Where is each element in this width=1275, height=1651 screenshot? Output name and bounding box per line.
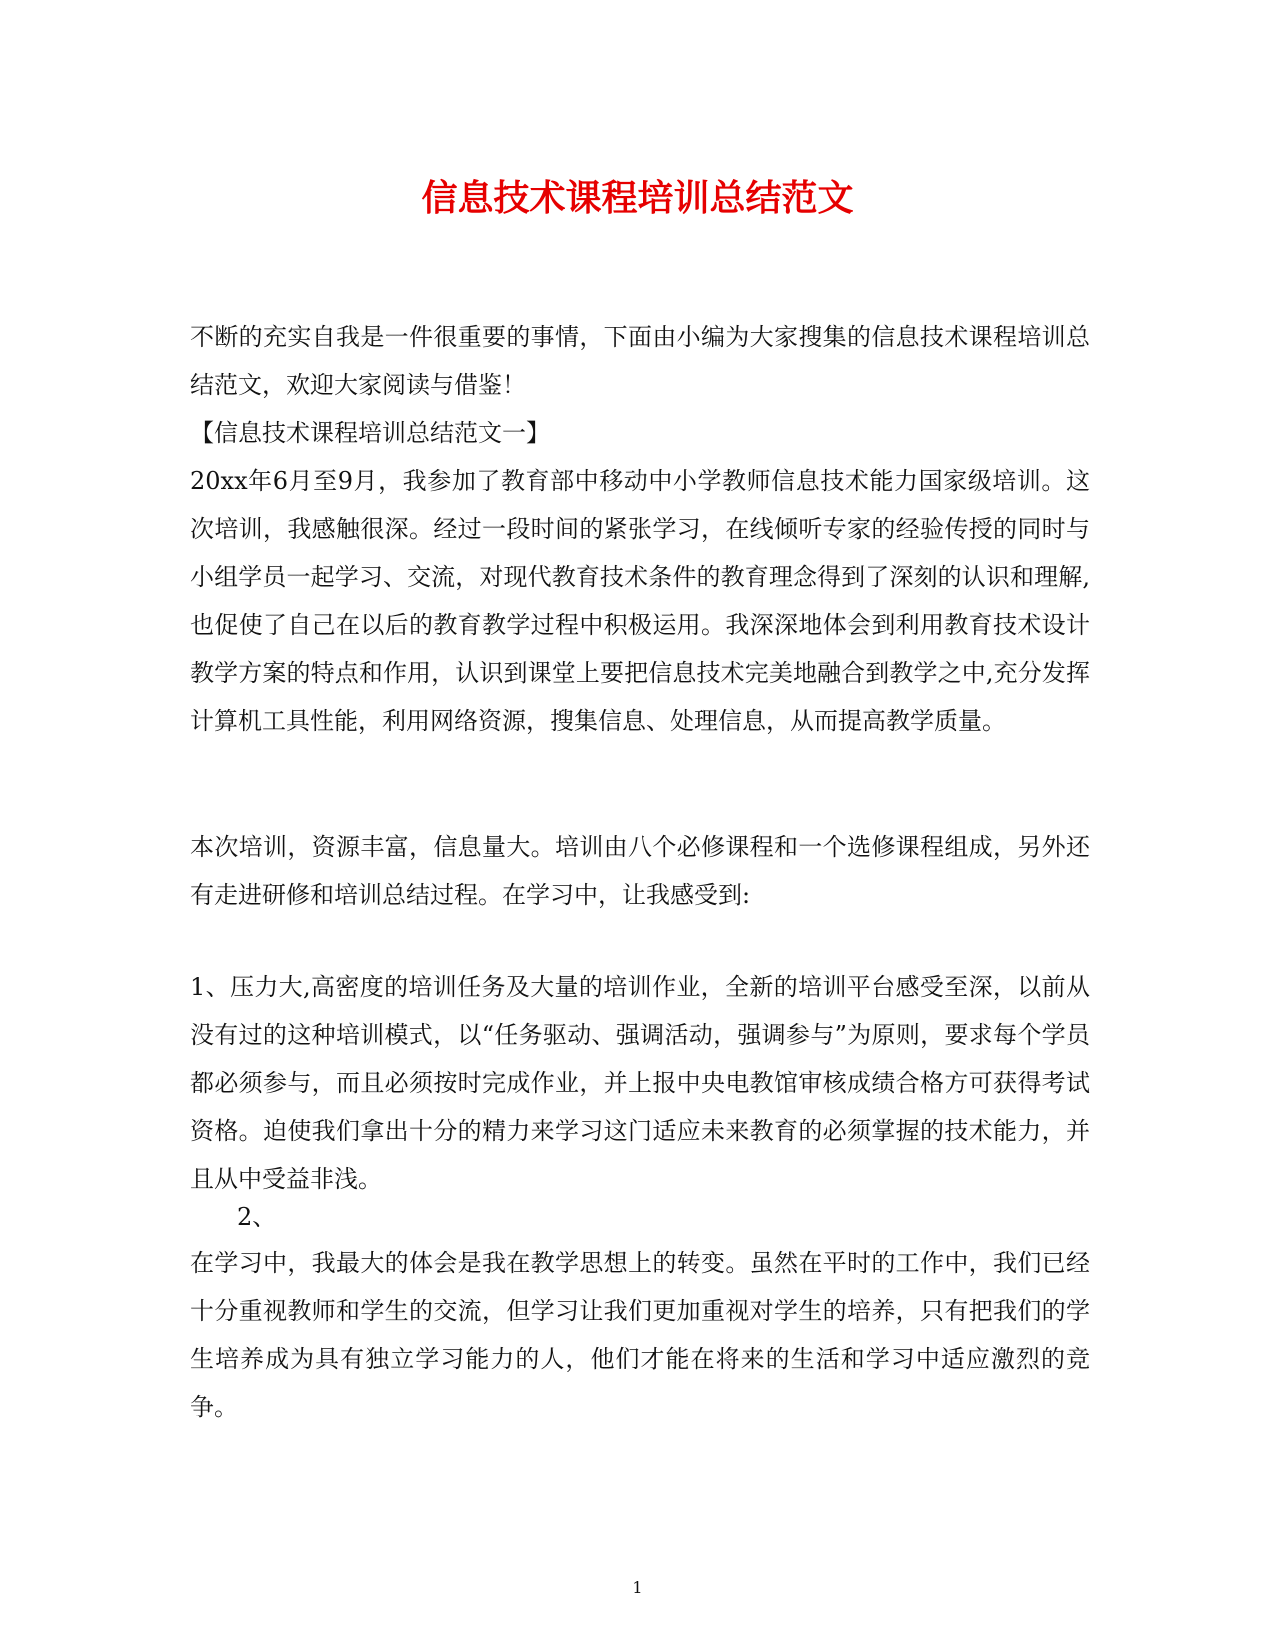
paragraph-2: 本次培训，资源丰富，信息量大。培训由八个必修课程和一个选修课程组成，另外还有走进研修和培训总结过程。在学习中，让我感受到:	[190, 833, 1090, 909]
paragraph-3: 1、压力大,高密度的培训任务及大量的培训作业，全新的培训平台感受至深，以前从没有过的这种培训模式，以“任务驱动、强调活动，强调参与”为原则，要求每个学员都必须参与，而且必须按时完成作业，并上报中央电教馆审核成绩合格方可获得考试资格。迫使我们拿出十分的精力来学习这门适应未来教育的必须掌握的技术能力，并且从中受益非浅。	[190, 973, 1090, 1193]
section-heading: 【信息技术课程培训总结范文一】	[190, 419, 550, 447]
intro-paragraph: 不断的充实自我是一件很重要的事情，下面由小编为大家搜集的信息技术课程培训总结范文，欢迎大家阅读与借鉴！	[190, 323, 1090, 399]
document-title: 信息技术课程培训总结范文	[421, 177, 854, 219]
item-2-number: 2、	[237, 1203, 277, 1231]
paragraph-4: 在学习中，我最大的体会是我在教学思想上的转变。虽然在平时的工作中，我们已经十分重视教师和学生的交流，但学习让我们更加重视对学生的培养，只有把我们的学生培养成为具有独立学习能力的人，他们才能在将来的生活和学习中适应激烈的竞争。	[190, 1249, 1090, 1421]
paragraph-1: 20xx年6月至9月，我参加了教育部中移动中小学教师信息技术能力国家级培训。这次培训，我感触很深。经过一段时间的紧张学习，在线倾听专家的经验传授的同时与小组学员一起学习、交流，对现代教育技术条件的教育理念得到了深刻的认识和理解,也促使了自己在以后的教育教学过程中积极运用。我深深地体会到利用教育技术设计教学方案的特点和作用，认识到课堂上要把信息技术完美地融合到教学之中,充分发挥计算机工具性能，利用网络资源，搜集信息、处理信息，从而提高教学质量。	[190, 467, 1090, 735]
page-number: 1	[632, 1578, 643, 1597]
